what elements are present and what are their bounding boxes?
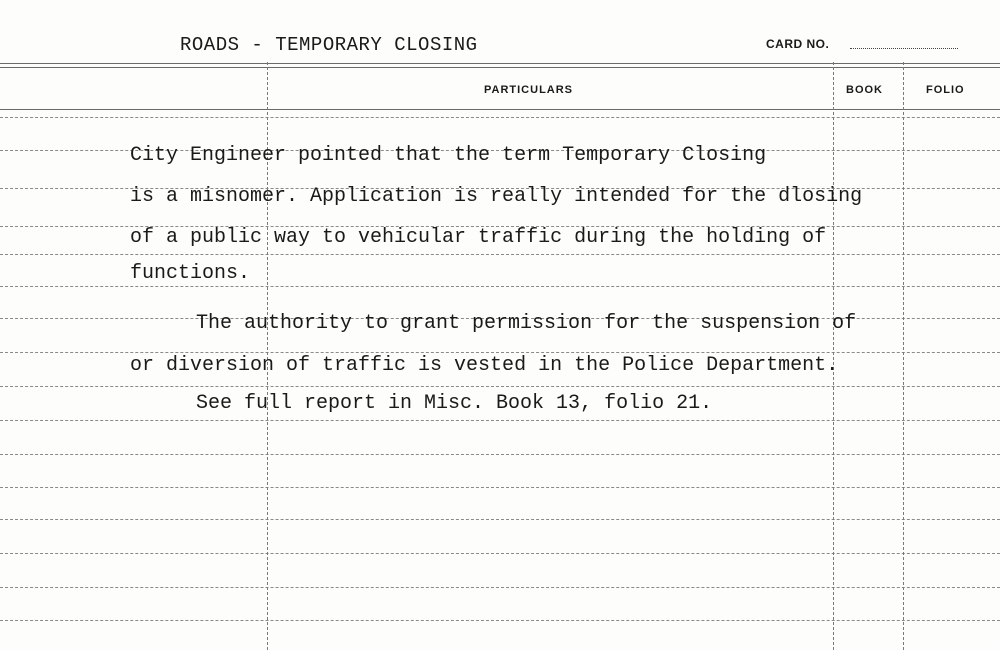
column-header-folio: FOLIO (926, 84, 965, 96)
text-line: City Engineer pointed that the term Temporary Closing (130, 144, 767, 167)
rule-line (0, 254, 1000, 255)
text-line: or diversion of traffic is vested in the Police Department. (130, 354, 839, 377)
rule-line (0, 286, 1000, 287)
rule-line (0, 454, 1000, 455)
column-header-book: BOOK (846, 84, 883, 96)
rule-line (0, 519, 1000, 520)
rule-line (0, 487, 1000, 488)
rule-line (0, 63, 1000, 64)
column-header-particulars: PARTICULARS (484, 84, 574, 96)
text-line: See full report in Misc. Book 13, folio 21. (196, 392, 713, 415)
rule-line (0, 420, 1000, 421)
rule-line (0, 620, 1000, 621)
text-line: is a misnomer. Application is really intended for the dlosing (130, 185, 863, 208)
rule-line (0, 109, 1000, 110)
text-line: functions. (130, 262, 251, 285)
rule-line (0, 117, 1000, 118)
rule-line (0, 587, 1000, 588)
column-rule (903, 62, 904, 650)
card-no-label: CARD NO. (766, 37, 830, 51)
rule-line (0, 386, 1000, 387)
card-title: ROADS - TEMPORARY CLOSING (180, 34, 478, 56)
text-line: The authority to grant permission for the suspension of (196, 312, 857, 335)
rule-line (0, 352, 1000, 353)
text-line: of a public way to vehicular traffic during the holding of (130, 226, 827, 249)
rule-line (0, 67, 1000, 68)
card-no-field (850, 48, 958, 49)
rule-line (0, 553, 1000, 554)
